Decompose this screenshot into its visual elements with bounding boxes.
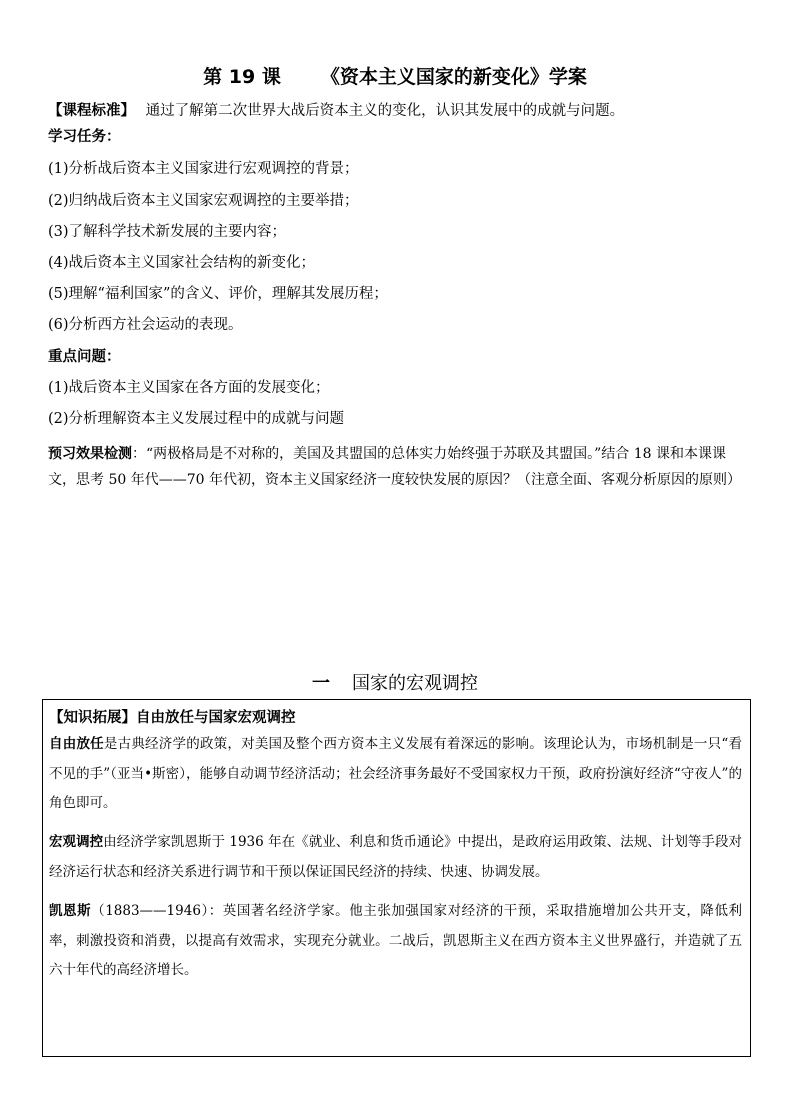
- key-issues-heading: 重点问题：: [48, 349, 121, 365]
- paragraph-term: 凯恩斯: [49, 903, 92, 919]
- task-item: (1)分析战后资本主义国家进行宏观调控的背景；: [48, 161, 359, 177]
- knowledge-box-heading: 【知识拓展】自由放任与国家宏观调控: [49, 710, 296, 726]
- task-item: (3)了解科学技术新发展的主要内容；: [48, 224, 287, 240]
- section-number: 一: [312, 673, 330, 694]
- lesson-number: 第 19 课: [203, 66, 281, 88]
- preview-text: ：“两极格局是不对称的，美国及其盟国的总体实力始终强于苏联及其盟国。”结合 18 课和本课课文，思考 50 年代——70 年代初，资本主义国家经济一度较快发展的原因？（注意全面、客观分析原因的原则）: [48, 446, 741, 488]
- page-title: [0, 62, 790, 89]
- paragraph-text: 由经济学家凯恩斯于 1936 年在《就业、利息和货币通论》中提出，是政府运用政策、法规、计划等手段对经济运行状态和经济关系进行调节和干预以保证国民经济的持续、快速、协调发展。: [49, 834, 742, 880]
- key-issue-item: (2)分析理解资本主义发展过程中的成就与问题: [48, 411, 345, 427]
- paragraph-term: 宏观调控: [49, 834, 104, 850]
- task-item: (5)理解“福利国家”的含义、评价，理解其发展历程；: [48, 286, 388, 302]
- paragraph-text: 是古典经济学的政策，对美国及整个西方资本主义发展有着深远的影响。该理论认为，市场机制是一只“看不见的手”（亚当•斯密），能够自动调节经济活动；社会经济事务最好不受国家权力干预，政府扮演好经济“守夜人”的角色即可。: [49, 736, 742, 811]
- tasks-heading: 学习任务：: [48, 129, 121, 145]
- knowledge-paragraph: [49, 730, 742, 819]
- curriculum-standard: [48, 99, 624, 120]
- task-item: (2)归纳战后资本主义国家宏观调控的主要举措；: [48, 193, 359, 209]
- key-issue-item: (1)战后资本主义国家在各方面的发展变化；: [48, 380, 330, 396]
- paragraph-text: （1883——1946）：英国著名经济学家。他主张加强国家对经济的干预，采取措施增加公共开支，降低利率，刺激投资和消费，以提高有效需求，实现充分就业。二战后，凯恩斯主义在西方资本主义世界盛行，并造就了五六十年代的高经济增长。: [49, 903, 743, 978]
- knowledge-paragraph: [49, 897, 742, 986]
- preview-check: [48, 441, 748, 493]
- task-item: (6)分析西方社会运动的表现。: [48, 317, 243, 333]
- section-title: 国家的宏观调控: [352, 673, 478, 694]
- task-item: (4)战后资本主义国家社会结构的新变化；: [48, 255, 316, 271]
- paragraph-term: 自由放任: [49, 736, 104, 752]
- knowledge-box: [42, 699, 751, 1057]
- curriculum-label: 【课程标准】: [48, 103, 135, 119]
- preview-label: 预习效果检测: [48, 446, 132, 462]
- section-heading: [0, 669, 790, 695]
- curriculum-text: 通过了解第二次世界大战后资本主义的变化，认识其发展中的成就与问题。: [145, 103, 625, 119]
- knowledge-paragraph: [49, 828, 742, 887]
- lesson-name: 《资本主义国家的新变化》学案: [320, 66, 587, 88]
